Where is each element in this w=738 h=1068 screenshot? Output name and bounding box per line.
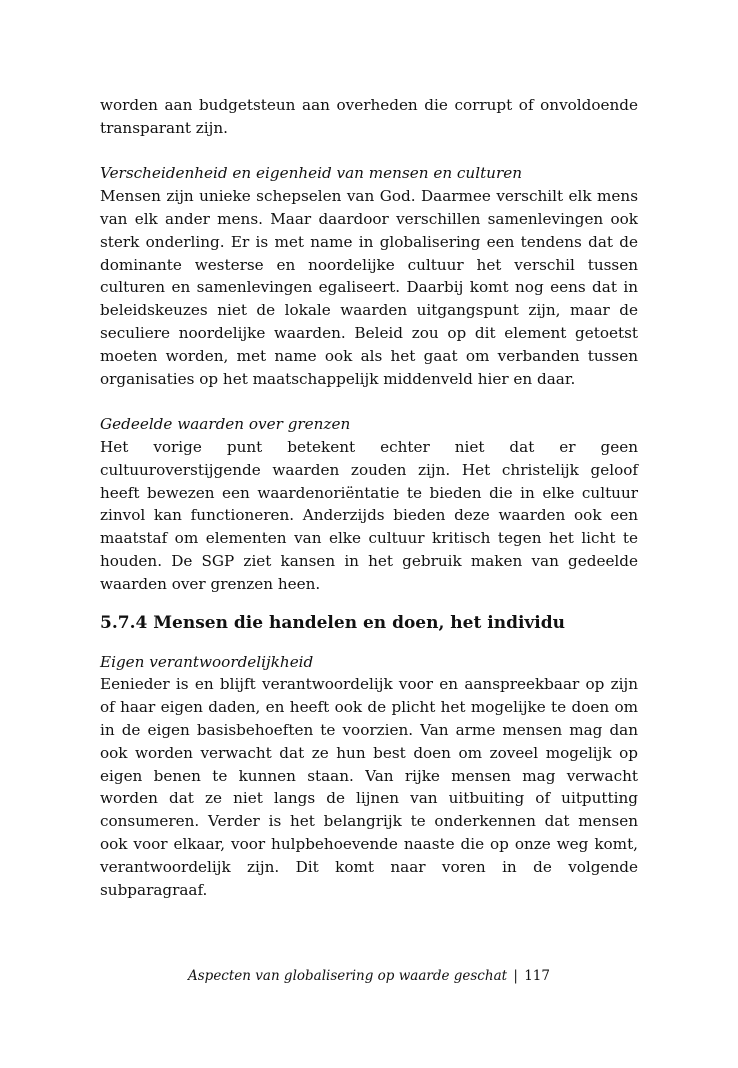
- spacer: [100, 140, 638, 163]
- section-heading: 5.7.4 Mensen die handelen en doen, het individu: [100, 612, 565, 633]
- subsection-body-shared-values: Het vorige punt betekent echter niet dat er geen cultuuroverstijgende waarden zouden zijn. Het christelijk geloof heeft bewezen een waardenoriëntatie te bieden die in elke cultuur zinvol kan functioneren. Anderzijds bieden deze waarden ook een maatstaf om elementen van elke cultuur kritisch tegen het licht te houden. De SGP ziet kansen in het gebruik maken van gedeelde waarden over grenzen heen.: [100, 437, 638, 593]
- spacer: [100, 634, 638, 651]
- spacer: [100, 596, 638, 612]
- subsection-heading-own-responsibility: Eigen verantwoordelijkheid: [100, 652, 314, 671]
- subsection-heading-diversity: Verscheidenheid en eigenheid van mensen en culturen: [100, 164, 522, 183]
- intro-paragraph: worden aan budgetsteun aan overheden die corrupt of onvoldoende transparant zijn.: [100, 96, 638, 137]
- page-number: 117: [524, 968, 550, 984]
- subsection-heading-shared-values: Gedeelde waarden over grenzen: [100, 415, 351, 434]
- page-footer: [0, 966, 738, 986]
- footer-separator: |: [513, 968, 518, 984]
- footer-title: Aspecten van globalisering op waarde geschat: [188, 968, 508, 984]
- page-body: [100, 94, 638, 901]
- subsection-body-own-responsibility: Eenieder is en blijft verantwoordelijk voor en aanspreekbaar op zijn of haar eigen daden, en heeft ook de plicht het mogelijke te doen om in de eigen basisbehoeften te voorzien. Van arme mensen mag dan ook worden verwacht dat ze hun best doen om zoveel mogelijk op eigen benen te kunnen staan. Van rijke mensen mag verwacht worden dat ze niet langs de lijnen van uitbuiting of uitputting consumeren. Verder is het belangrijk te onderkennen dat mensen ook voor elkaar, voor hulpbehoevende naaste die op onze weg komt, verantwoordelijk zijn. Dit komt naar voren in de volgende subparagraaf.: [100, 675, 638, 899]
- subsection-body-diversity: Mensen zijn unieke schepselen van God. Daarmee verschilt elk mens van elk ander mens. Maar daardoor verschillen samenlevingen ook sterk onderling. Er is met name in globalisering een tendens dat de dominante westerse en noordelijke cultuur het verschil tussen culturen en samenlevingen egaliseert. Daarbij komt nog eens dat in beleidskeuzes niet de lokale waarden uitgangspunt zijn, maar de seculiere noordelijke waarden. Beleid zou op dit element getoetst moeten worden, met name ook als het gaat om verbanden tussen organisaties op het maatschappelijk middenveld hier en daar.: [100, 187, 638, 388]
- spacer: [100, 390, 638, 413]
